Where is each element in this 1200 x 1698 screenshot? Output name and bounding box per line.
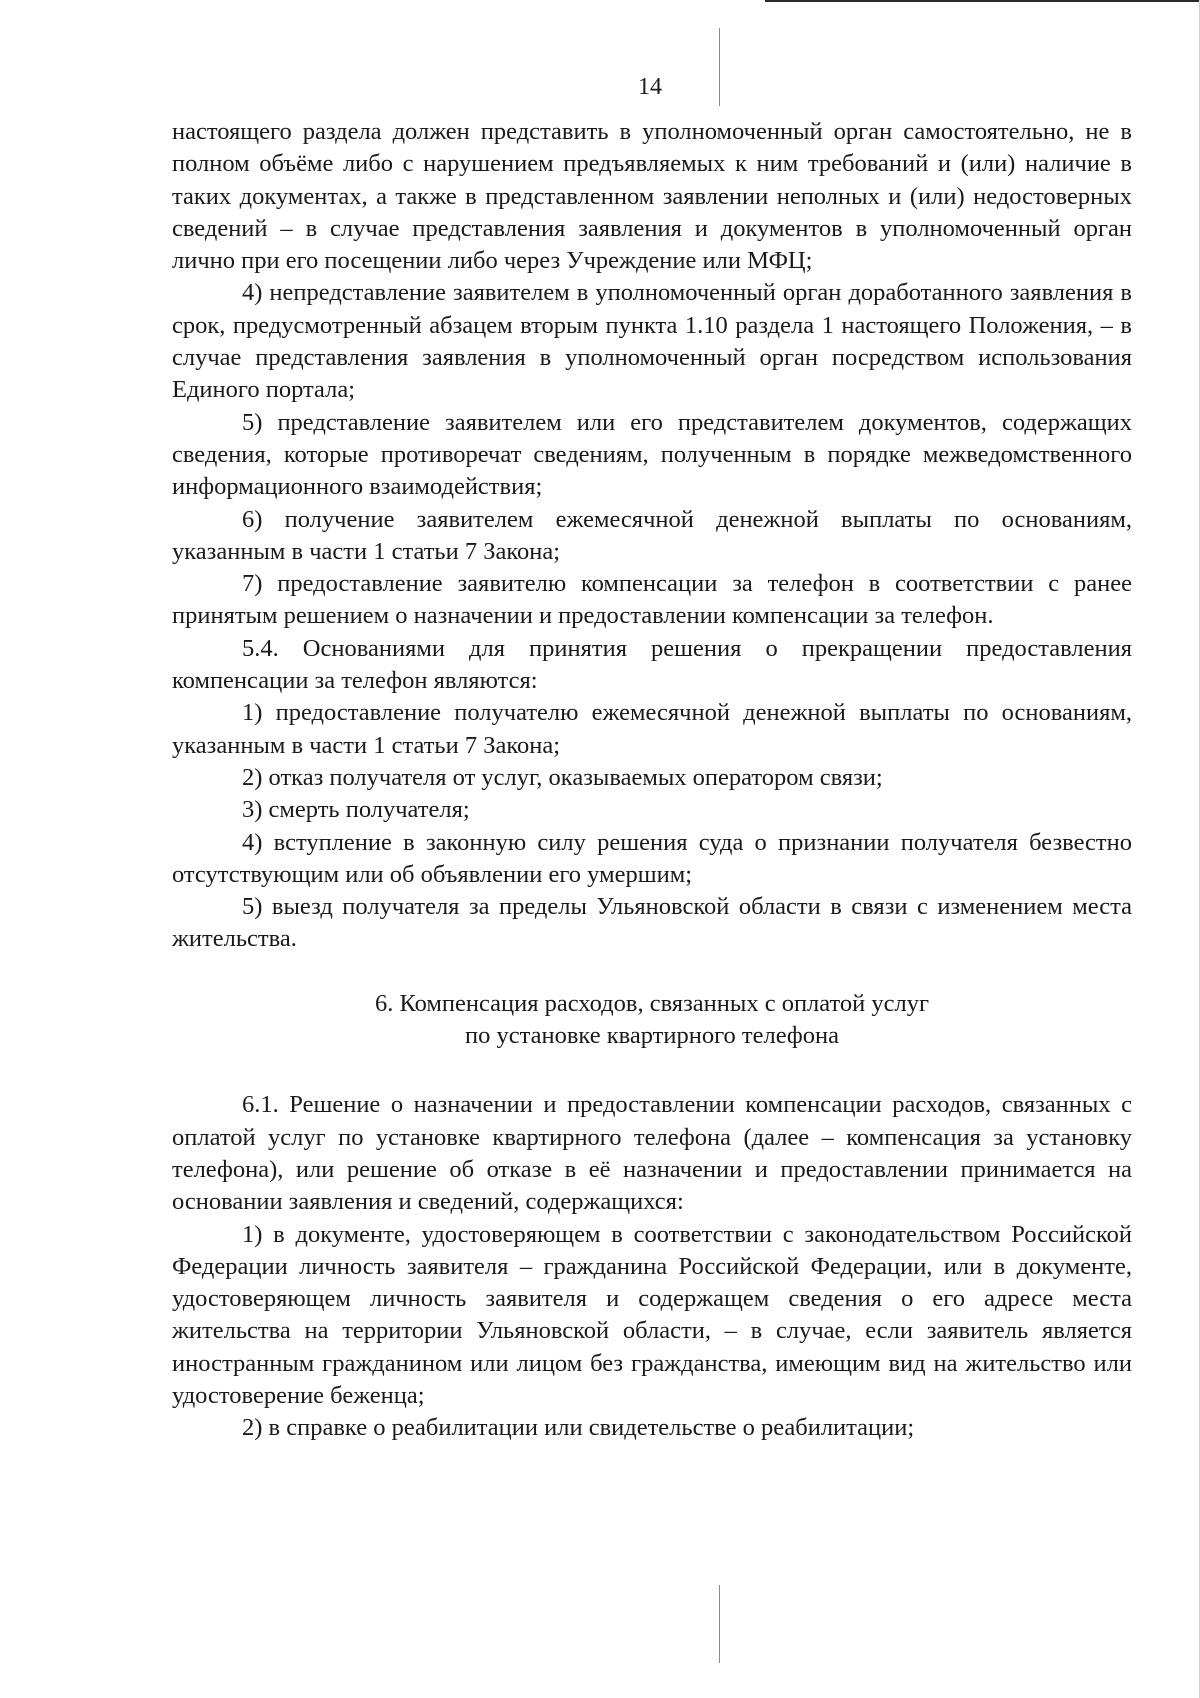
list-item: 1) предоставление получателю ежемесячной денежной выплаты по основаниям, указанным в части 1 статьи 7 Закона; xyxy=(172,699,1132,759)
document-body xyxy=(172,116,1132,1445)
list-item: 5) выезд получателя за пределы Ульяновской области в связи с изменением места жительства. xyxy=(172,893,1132,953)
clause-6-1: 6.1. Решение о назначении и предоставлении компенсации расходов, связанных с оплатой услуг по установке квартирного телефона (далее – компенсация за установку телефона), или решение об отказе в её назначении и предоставлении принимается на основании заявления и сведений, содержащихся: xyxy=(172,1091,1132,1216)
list-item: 6) получение заявителем ежемесячной денежной выплаты по основаниям, указанным в части 1 статьи 7 Закона; xyxy=(172,505,1132,565)
list-item: 7) предоставление заявителю компенсации за телефон в соответствии с ранее принятым решением о назначении и предоставлении компенсации за телефон. xyxy=(172,570,1132,630)
list-item: 4) вступление в законную силу решения суда о признании получателя безвестно отсутствующим или об объявлении его умершим; xyxy=(172,828,1132,888)
page-number: 14 xyxy=(638,74,662,100)
section-heading xyxy=(172,988,1132,1053)
list-item: 2) в справке о реабилитации или свидетельстве о реабилитации; xyxy=(242,1414,915,1442)
list-item: 4) непредставление заявителем в уполномоченный орган доработанного заявления в срок, предусмотренный абзацем вторым пункта 1.10 раздела 1 настоящего Положения, – в случае представления заявления в уполномоченный орган посредством использования Единого портала; xyxy=(172,279,1132,404)
clause-5-4: 5.4. Основаниями для принятия решения о прекращении предоставления компенсации за телефон являются: xyxy=(172,634,1132,695)
scan-edge-top xyxy=(765,0,1200,2)
scan-crease-bottom xyxy=(719,1585,720,1663)
list-item: 5) представление заявителем или его представителем документов, содержащих сведения, которые противоречат сведениям, полученным в порядке межведомственного информационного взаимодействия; xyxy=(172,408,1132,501)
list-item: 3) смерть получателя; xyxy=(242,796,470,824)
scan-crease-top xyxy=(719,28,720,106)
paragraph: настоящего раздела должен представить в уполномоченный орган самостоятельно, не в полном объёме либо с нарушением предъявляемых к ним требований и (или) наличие в таких документах, а также в представленном заявлении неполных и (или) недостоверных сведений – в случае представления заявления и документов в уполномоченный орган лично при его посещении либо через Учреждение или МФЦ; xyxy=(172,118,1132,275)
section-heading-line-1: 6. Компенсация расходов, связанных с оплатой услуг xyxy=(374,989,930,1017)
list-item: 1) в документе, удостоверяющем в соответствии с законодательством Российской Федерации личность заявителя – гражданина Российской Федерации, или в документе, удостоверяющем личность заявителя и содержащем сведения о его адресе места жительства на территории Ульяновской области, – в случае, если заявитель является иностранным гражданином или лицом без гражданства, имеющим вид на жительство или удостоверение беженца; xyxy=(172,1220,1132,1409)
list-item: 2) отказ получателя от услуг, оказываемых оператором связи; xyxy=(242,763,883,791)
section-heading-line-2: по установке квартирного телефона xyxy=(465,1022,839,1050)
